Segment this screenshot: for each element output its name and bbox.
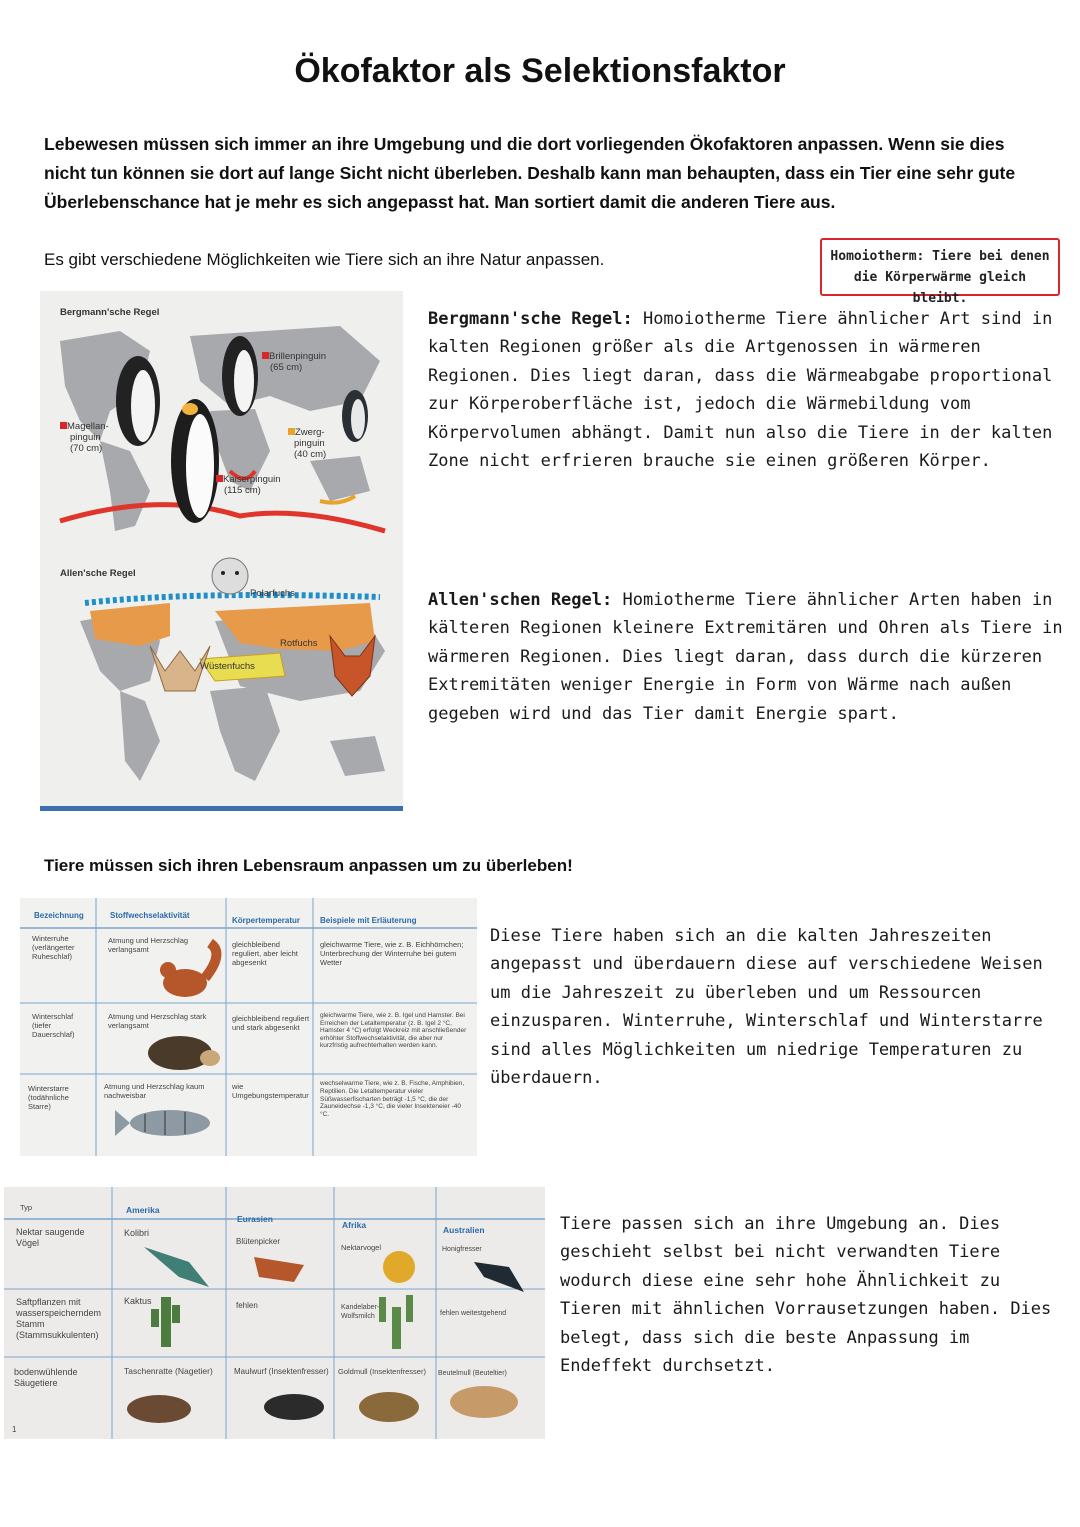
t2-row0-australien: Honigfresser <box>442 1246 482 1253</box>
survive-heading: Tiere müssen sich ihren Lebensraum anpassen um zu überleben! <box>44 856 573 875</box>
t1-header-1: Stoffwechselaktivität <box>110 911 190 920</box>
t2-row2-australien: Beutelmull (Beuteltier) <box>438 1370 507 1377</box>
t2-row1-typ: Saftpflanzen mit wasserspeicherndem Stamm (Stammsukkulenten) <box>16 1297 102 1340</box>
t2-row2-eurasien: Maulwurf (Insektenfresser) <box>234 1367 329 1376</box>
t2-row1-afrika: Kandelaber-Wolfsmilch <box>341 1304 380 1320</box>
t1-header-0: Bezeichnung <box>34 911 84 920</box>
t1-row2-stoff: Atmung und Herzschlag kaum nachweisbar <box>104 1082 205 1100</box>
t2-header-4: Australien <box>443 1225 485 1235</box>
t2-row1-australien: fehlen weitestgehend <box>440 1310 507 1317</box>
t2-header-0: Typ <box>20 1203 33 1212</box>
brillen-name: Brillenpinguin <box>269 351 327 362</box>
map-illustration <box>40 291 403 811</box>
magellan-name: Magellan- <box>67 421 109 432</box>
magellan-name-2: pinguin <box>70 432 101 443</box>
t1-header-2: Körpertemperatur <box>232 916 301 925</box>
intro-paragraph: Lebewesen müssen sich immer an ihre Umgebung und die dort vorliegenden Ökofaktoren anpassen. Wenn sie dies nicht tun können sie dort auf lange Sicht nicht überleben. Deshalb kann man behaupten, dass ein Tier eine sehr gute Überlebenschance hat je mehr es sich angepasst hat. Man sortiert damit die anderen Tiere aus. <box>44 134 1016 212</box>
kaiser-size: (115 cm) <box>224 485 261 496</box>
t2-row0-typ: Nektar saugende Vögel <box>16 1227 85 1248</box>
t1-row0-temp: gleichbleibend reguliert, aber leicht abgesenkt <box>232 940 298 967</box>
page-number: 1 <box>12 1425 17 1434</box>
t2-row1-eurasien: fehlen <box>236 1301 258 1310</box>
t1-row2-temp: wie Umgebungstemperatur <box>232 1082 309 1100</box>
zwerg-size: (40 cm) <box>294 449 327 460</box>
label-zwergpinguin <box>288 427 326 460</box>
brillen-size: (65 cm) <box>270 362 303 373</box>
label-polarfuchs: Polarfuchs <box>250 588 295 599</box>
label-magellanpinguin <box>60 421 109 454</box>
t2-header-3: Afrika <box>342 1220 367 1230</box>
t1-row1-bsp: gleichwarme Tiere, wie z. B. Igel und Hamster. Bei Erreichen der Letaltemperatur (z. B. Igel 2 °C, Hamster 4 °C) erfolgt Weckreiz mit anschließender erhöhter Stoffwechselaktivität, die aber nur kurzfristig aufrechterhalten werden kann. <box>320 1012 467 1050</box>
t2-row2-afrika: Goldmull (Insektenfresser) <box>338 1367 426 1376</box>
bergmann-text: Homoiotherme Tiere ähnlicher Art sind in kalten Regionen größer als die Artgenossen in wärmeren Regionen. Dies liegt daran, dass die Wärmeabgabe proportional zur Körperoberfläche ist, jedoch die Wärmebildung vom Körpervolumen abhängt. Damit nun also die Tiere in der kalten Zone nicht erfrieren brauche sie einen größeren Körper. <box>428 309 1053 472</box>
definition-line-2: die Körperwärme gleich bleibt. <box>853 270 1027 306</box>
allen-paragraph <box>428 586 1068 728</box>
label-rotfuchs: Rotfuchs <box>280 638 318 649</box>
t1-row0-bsp: gleichwarme Tiere, wie z. B. Eichhörnchen; Unterbrechung der Winterruhe bei gutem Wetter <box>320 940 464 967</box>
magellan-size: (70 cm) <box>70 443 103 454</box>
t2-row0-amerika: Kolibri <box>124 1228 150 1238</box>
page-title: Ökofaktor als Selektionsfaktor <box>294 52 786 90</box>
winter-paragraph: Diese Tiere haben sich an die kalten Jahreszeiten angepasst und überdauern diese auf verschiedene Weisen um die Jahreszeit zu überleben und um Ressourcen einzusparen. Winterruhe, Winterschlaf und Winterstarre sind alles Möglichkeiten um niedrige Temperaturen zu überdauern. <box>490 926 1043 1089</box>
t1-row2-bsp: wechselwarme Tiere, wie z. B. Fische, Amphibien, Reptilien. Die Letaltemperatur vieler Süßwasserfischarten beträgt -1,5 °C, die der Zauneidechse -1,3 °C, die vieler Insekteneier -40 °C. <box>320 1080 465 1119</box>
map2-title: Allen'sche Regel <box>60 568 136 579</box>
t1-row0-stoff: Atmung und Herzschlag verlangsamt <box>108 936 189 954</box>
possibilities-text: Es gibt verschiedene Möglichkeiten wie Tiere sich an ihre Natur anpassen. <box>44 250 605 269</box>
zwerg-name-2: pinguin <box>294 438 325 449</box>
t2-row2-typ: bodenwühlende Säugetiere <box>14 1367 78 1388</box>
t2-header-1: Amerika <box>126 1205 160 1215</box>
bergmann-heading: Bergmann'sche Regel: <box>428 309 633 329</box>
t2-header-2: Eurasien <box>237 1214 273 1224</box>
hibernation-table-photo <box>20 898 477 1156</box>
zwerg-name: Zwerg- <box>295 427 325 438</box>
definition-box <box>820 238 1060 306</box>
t1-header-3: Beispiele mit Erläuterung <box>320 916 417 925</box>
bergmann-paragraph <box>428 305 1068 475</box>
map1-title: Bergmann'sche Regel <box>60 307 160 318</box>
t1-row2-name: Winterstarre (todähnliche Starre) <box>28 1084 69 1111</box>
label-brillenpinguin <box>262 351 326 373</box>
convergence-paragraph: Tiere passen sich an ihre Umgebung an. Dies geschieht selbst bei nicht verwandten Tiere wodurch diese eine sehr hohe Ähnlichkeit zu Tieren mit ähnlichen Vorrausetzungen haben. Dies belegt, dass sich die beste Anpassung im Endeffekt durchsetzt. <box>560 1214 1052 1377</box>
t1-row1-stoff: Atmung und Herzschlag stark verlangsamt <box>108 1012 207 1030</box>
t2-row2-amerika: Taschenratte (Nagetier) <box>124 1366 213 1376</box>
label-kaiserpinguin <box>216 474 281 496</box>
t1-row1-temp: gleichbleibend reguliert und stark abgesenkt <box>232 1014 310 1032</box>
convergence-table-photo <box>4 1187 545 1439</box>
t1-row1-name: Winterschlaf (tiefer Dauerschlaf) <box>32 1012 75 1039</box>
t2-row0-eurasien: Blütenpicker <box>236 1237 281 1246</box>
t1-row0-name: Winterruhe (verlängerter Ruheschlaf) <box>32 934 75 961</box>
allen-text: Homiotherme Tiere ähnlicher Arten haben in kälteren Regionen kleinere Extremitären und Ohren als Tiere in wärmeren Regionen. Dies liegt daran, dass durch die kürzeren Extremitäten weniger Energie in Form von Wärme nach außen gegeben wird und das Tier damit Energie spart. <box>428 590 1063 724</box>
definition-line-1: Homoiotherm: Tiere bei denen <box>830 249 1050 264</box>
kaiser-name: Kaiserpinguin <box>223 474 281 485</box>
t2-row0-afrika: Nektarvogel <box>341 1243 382 1252</box>
map-photo <box>40 291 403 811</box>
t2-row1-amerika: Kaktus <box>124 1296 152 1306</box>
label-wuestenfuchs: Wüstenfuchs <box>200 661 255 672</box>
allen-heading: Allen'schen Regel: <box>428 590 613 610</box>
